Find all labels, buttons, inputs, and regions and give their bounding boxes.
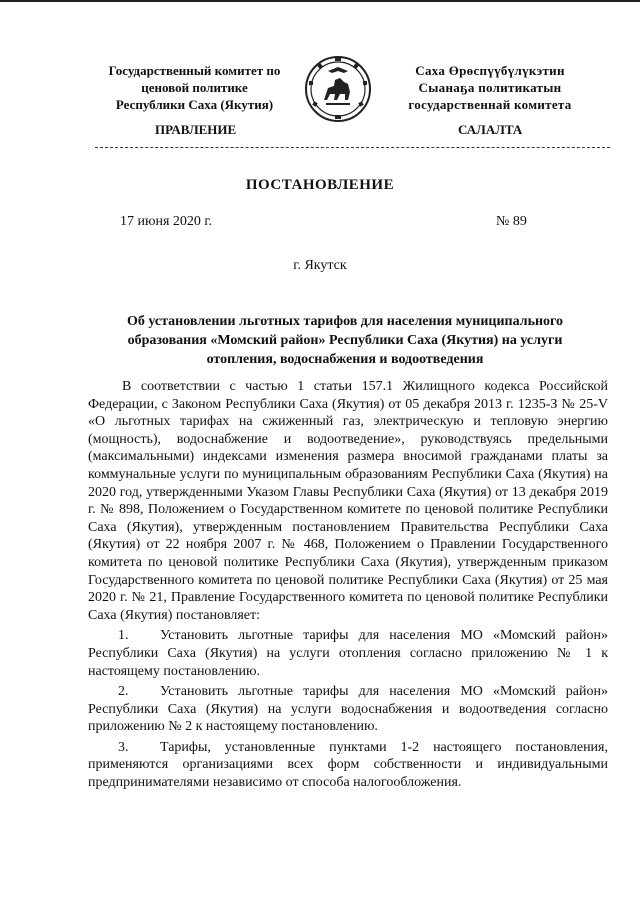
heading-line: образования «Момский район» Республики Саха (Якутия) на услуги (127, 333, 563, 348)
document-date: 17 июня 2020 г. (120, 214, 213, 229)
top-border-line (0, 0, 640, 2)
header-right-line: государственнай комитета (408, 97, 572, 112)
header-right-org-name (390, 62, 590, 113)
numbered-item (88, 683, 608, 736)
item-number: 2. (118, 684, 129, 700)
document-city: г. Якутск (293, 258, 347, 273)
header-right-subtitle: САЛАЛТА (458, 122, 523, 137)
header-right-line: Саха Өрөспүүбүлүкэтин (415, 63, 565, 78)
item-text: Установить льготные тарифы для населения МО «Момский район» Республики Саха (Якутия) на услуги отопления согласно приложению № 1 к настоящему постановлению. (88, 628, 608, 679)
item-number: 3. (118, 739, 129, 755)
numbered-item (88, 627, 608, 680)
numbered-item (88, 739, 608, 792)
document-number: № 89 (496, 214, 527, 229)
header-left-line: Государственный комитет по (108, 63, 281, 78)
document-type-title: ПОСТАНОВЛЕНИЕ (245, 177, 395, 193)
header-left-subtitle: ПРАВЛЕНИЕ (155, 122, 237, 137)
coat-of-arms-emblem (304, 54, 372, 124)
heading-line: отопления, водоснабжения и водоотведения (206, 352, 484, 367)
header-separator (95, 147, 610, 148)
heading-line: Об установлении льготных тарифов для населения муниципального (126, 314, 564, 329)
item-text: Тарифы, установленные пунктами 1-2 настоящего постановления, применяются организациями всех форм собственности и индивидуальными предпринимателями независимо от способа налогообложения. (88, 739, 608, 791)
header-left-line: ценовой политике (141, 80, 248, 95)
header-left-org-name (92, 62, 297, 113)
document-heading (105, 312, 585, 369)
document-body (88, 378, 608, 792)
preamble-paragraph: В соответствии с частью 1 статьи 157.1 Жилищного кодекса Российской Федерации, с Законом Республики Саха (Якутия) от 05 декабря 2013 г. 1235-З № 25-V «О льготных тарифах на сжиженный газ, электрическую и тепловую энергию (мощность), водоснабжение и водоотведение», руководствуясь предельными (максимальными) индексами изменения размера вносимой гражданами платы за коммунальные услуги по муниципальным образованиям Республики Саха (Якутия) на 2020 год, утвержденными Указом Главы Республики Саха (Якутия) от 13 декабря 2019 г. № 898, Положением о Государственном комитете по ценовой политике Республики Саха (Якутия), утвержденным постановлением Правительства Республики Саха (Якутия) от 22 ноября 2007 г. № 468, Положением о Правлении Государственного комитета по ценовой политике Республики Саха (Якутия), утвержденным приказом Государственного комитета по ценовой политике Республики Саха (Якутия) от 25 мая 2020 г. № 21, Правление Государственного комитета по ценовой политике Республики Саха (Якутия) постановляет: (88, 379, 608, 623)
header-right-line: Сыанаҕа политикатын (418, 80, 562, 95)
item-text: Установить льготные тарифы для населения МО «Момский район» Республики Саха (Якутия) на услуги водоснабжения и водоотведения согласно приложению № 2 к настоящему постановлению. (88, 684, 608, 735)
header-left-line: Республики Саха (Якутия) (115, 97, 274, 112)
item-number: 1. (118, 628, 129, 644)
